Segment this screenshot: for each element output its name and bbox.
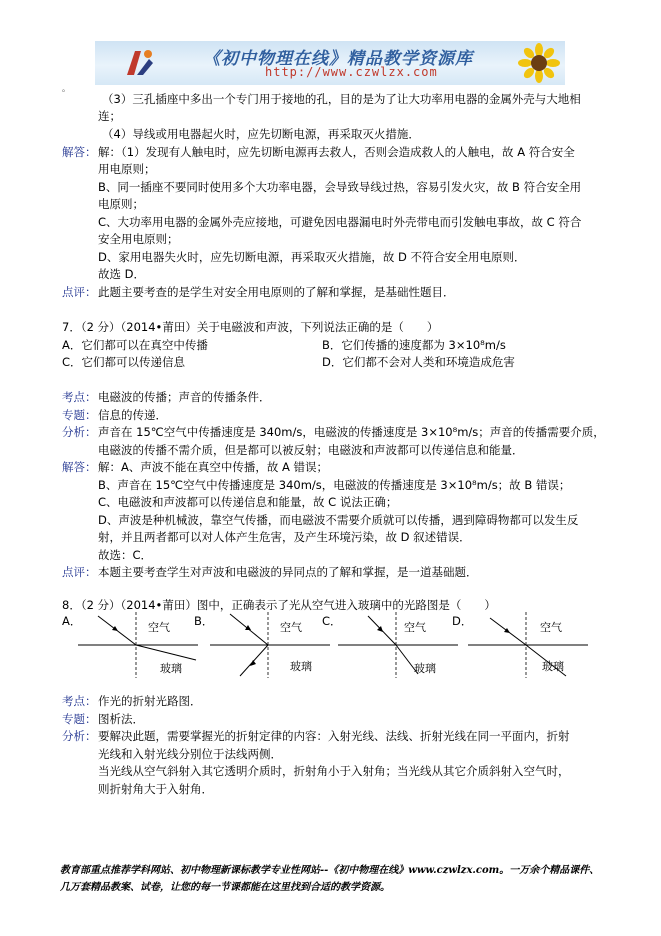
top-mark: 。 <box>62 84 70 93</box>
refracted-ray <box>136 645 196 660</box>
q7-fenxi-label: 分析： <box>62 425 97 439</box>
q6-comment: 此题主要考查的是学生对安全用电原则的了解和掌握，是基础性题目． <box>98 285 455 299</box>
header-banner <box>95 41 565 85</box>
top-line-3: （3）三孔插座中多出一个专门用于接地的孔，目的是为了让大功率用电器的金属外壳与大地相 <box>102 92 581 106</box>
air-label: 空气 <box>148 621 170 634</box>
air-label: 空气 <box>280 621 302 634</box>
q7-option-c: C．它们都可以传递信息 <box>62 355 186 369</box>
q8-option-a-letter: A． <box>62 614 82 628</box>
ray-arrow-icon <box>250 660 256 666</box>
glass-label: 玻璃 <box>414 662 436 675</box>
q8-zhuanti-label: 专题： <box>62 712 97 726</box>
q8-diagram-a <box>78 610 198 680</box>
q7-option-d: D．它们都不会对人类和环境造成危害 <box>322 355 515 369</box>
q7-fenxi-2: 电磁波的传播不需介质，但是都可以被反射；电磁波和声波都可以传递信息和能量． <box>98 443 524 457</box>
q8-diagram-d <box>468 610 588 680</box>
q6-answer-5: 故选 D． <box>98 267 146 281</box>
q6-answer-4: D、家用电器失火时，应先切断电源，再采取灭火措施，故 D 不符合安全用电原则． <box>98 250 526 264</box>
top-line-4: （4）导线或用电器起火时，应先切断电源，再采取灭火措施． <box>102 127 420 141</box>
q8-fenxi-3: 当光线从空气斜射入其它透明介质时，折射角小于入射角；当光线从其它介质斜射入空气时， <box>98 764 570 778</box>
air-label: 空气 <box>540 621 562 634</box>
q8-zhuanti: 图析法． <box>98 712 144 726</box>
q7-answer-label: 解答： <box>62 460 97 474</box>
q8-fenxi-label: 分析： <box>62 729 97 743</box>
q8-option-b-letter: B． <box>194 614 214 628</box>
footer-line-1: 教育部重点推荐学科网站、初中物理新课标教学专业性网站--《初中物理在线》www.czwlzx.com。一万余个精品课件、 <box>60 865 600 876</box>
q7-option-a: A．它们都可以在真空中传播 <box>62 338 208 352</box>
q8-kaodian-label: 考点： <box>62 694 97 708</box>
footer-line-2: 几万套精品教案、试卷，让您的每一节课都能在这里找到合适的教学资源。 <box>60 882 390 893</box>
q7-zhuanti-label: 专题： <box>62 408 97 422</box>
q6-answer-2b: 电原则； <box>98 197 144 211</box>
site-logo-icon <box>121 45 157 81</box>
q7-answer-1: 解：A、声波不能在真空中传播，故 A 错误； <box>98 460 329 474</box>
q7-kaodian: 电磁波的传播；声音的传播条件． <box>98 390 271 404</box>
air-label: 空气 <box>404 621 426 634</box>
q6-answer-2: B、同一插座不要同时使用多个大功率电器，会导致导线过热，容易引发火灾，故 B 符合安全用 <box>98 180 582 194</box>
q7-answer-4: D、声波是种机械波，靠空气传播，而电磁波不需要介质就可以传播，遇到障碍物都可以发生反 <box>98 513 579 527</box>
q7-zhuanti: 信息的传递． <box>98 408 167 422</box>
q7-answer-5: 故选：C． <box>98 548 153 562</box>
q7-stem: 7．（2 分）（2014•莆田）关于电磁波和声波，下列说法正确的是（ ） <box>62 320 439 334</box>
q8-kaodian: 作光的折射光路图． <box>98 694 202 708</box>
q8-stem: 8．（2 分）（2014•莆田）图中，正确表示了光从空气进入玻璃中的光路图是（ ） <box>62 598 496 612</box>
sunflower-icon <box>517 42 561 84</box>
q7-answer-4b: 射，并且两者都可以对人体产生危害，及产生环境污染，故 D 叙述错误． <box>98 530 471 544</box>
glass-label: 玻璃 <box>160 662 182 675</box>
banner-url[interactable]: http://www.czwlzx.com <box>265 65 438 79</box>
q8-diagram-c <box>338 610 458 680</box>
q6-answer-3: C、大功率用电器的金属外壳应接地，可避免因电器漏电时外壳带电而引发触电事故，故 C 符合 <box>98 215 582 229</box>
q6-answer-label: 解答： <box>62 145 97 159</box>
q8-fenxi-4: 则折射角大于入射角． <box>98 782 213 796</box>
q7-comment-label: 点评： <box>62 565 97 579</box>
page-footer <box>60 862 599 896</box>
q6-answer-1b: 用电原则； <box>98 162 156 176</box>
q8-fenxi-2: 光线和入射光线分别位于法线两侧． <box>98 747 282 761</box>
q8-option-d-letter: D． <box>452 614 473 628</box>
q7-answer-3: C、电磁波和声波都可以传递信息和能量，故 C 说法正确； <box>98 495 398 509</box>
q7-kaodian-label: 考点： <box>62 390 97 404</box>
glass-label: 玻璃 <box>290 660 312 673</box>
q7-option-b: B．它们传播的速度都为 3×10⁸m/s <box>322 338 506 352</box>
banner-title: 《初中物理在线》精品教学资源库 <box>203 49 473 69</box>
q8-diagram-b <box>210 610 330 680</box>
q6-answer-1: 解：（1）发现有人触电时，应先切断电源再去救人，否则会造成救人的人触电，故 A 符合安全 <box>98 145 575 159</box>
q7-comment: 本题主要考查学生对声波和电磁波的异同点的了解和掌握，是一道基础题． <box>98 565 478 579</box>
q8-option-c-letter: C． <box>322 614 342 628</box>
refracted-ray <box>240 645 268 676</box>
glass-label: 玻璃 <box>542 660 564 673</box>
top-line-3b: 连； <box>98 109 121 123</box>
q6-answer-3b: 安全用电原则； <box>98 232 179 246</box>
q7-answer-2: B、声音在 15℃空气中传播速度是 340m/s，电磁波的传播速度是 3×10⁸m/s；故 B 错误； <box>98 478 571 492</box>
q6-comment-label: 点评： <box>62 285 97 299</box>
q7-fenxi-1: 声音在 15℃空气中传播速度是 340m/s，电磁波的传播速度是 3×10⁸m/s；声音的传播需要介质， <box>98 425 605 439</box>
q8-fenxi-1: 要解决此题，需要掌握光的折射定律的内容：入射光线、法线、折射光线在同一平面内，折射 <box>98 729 570 743</box>
